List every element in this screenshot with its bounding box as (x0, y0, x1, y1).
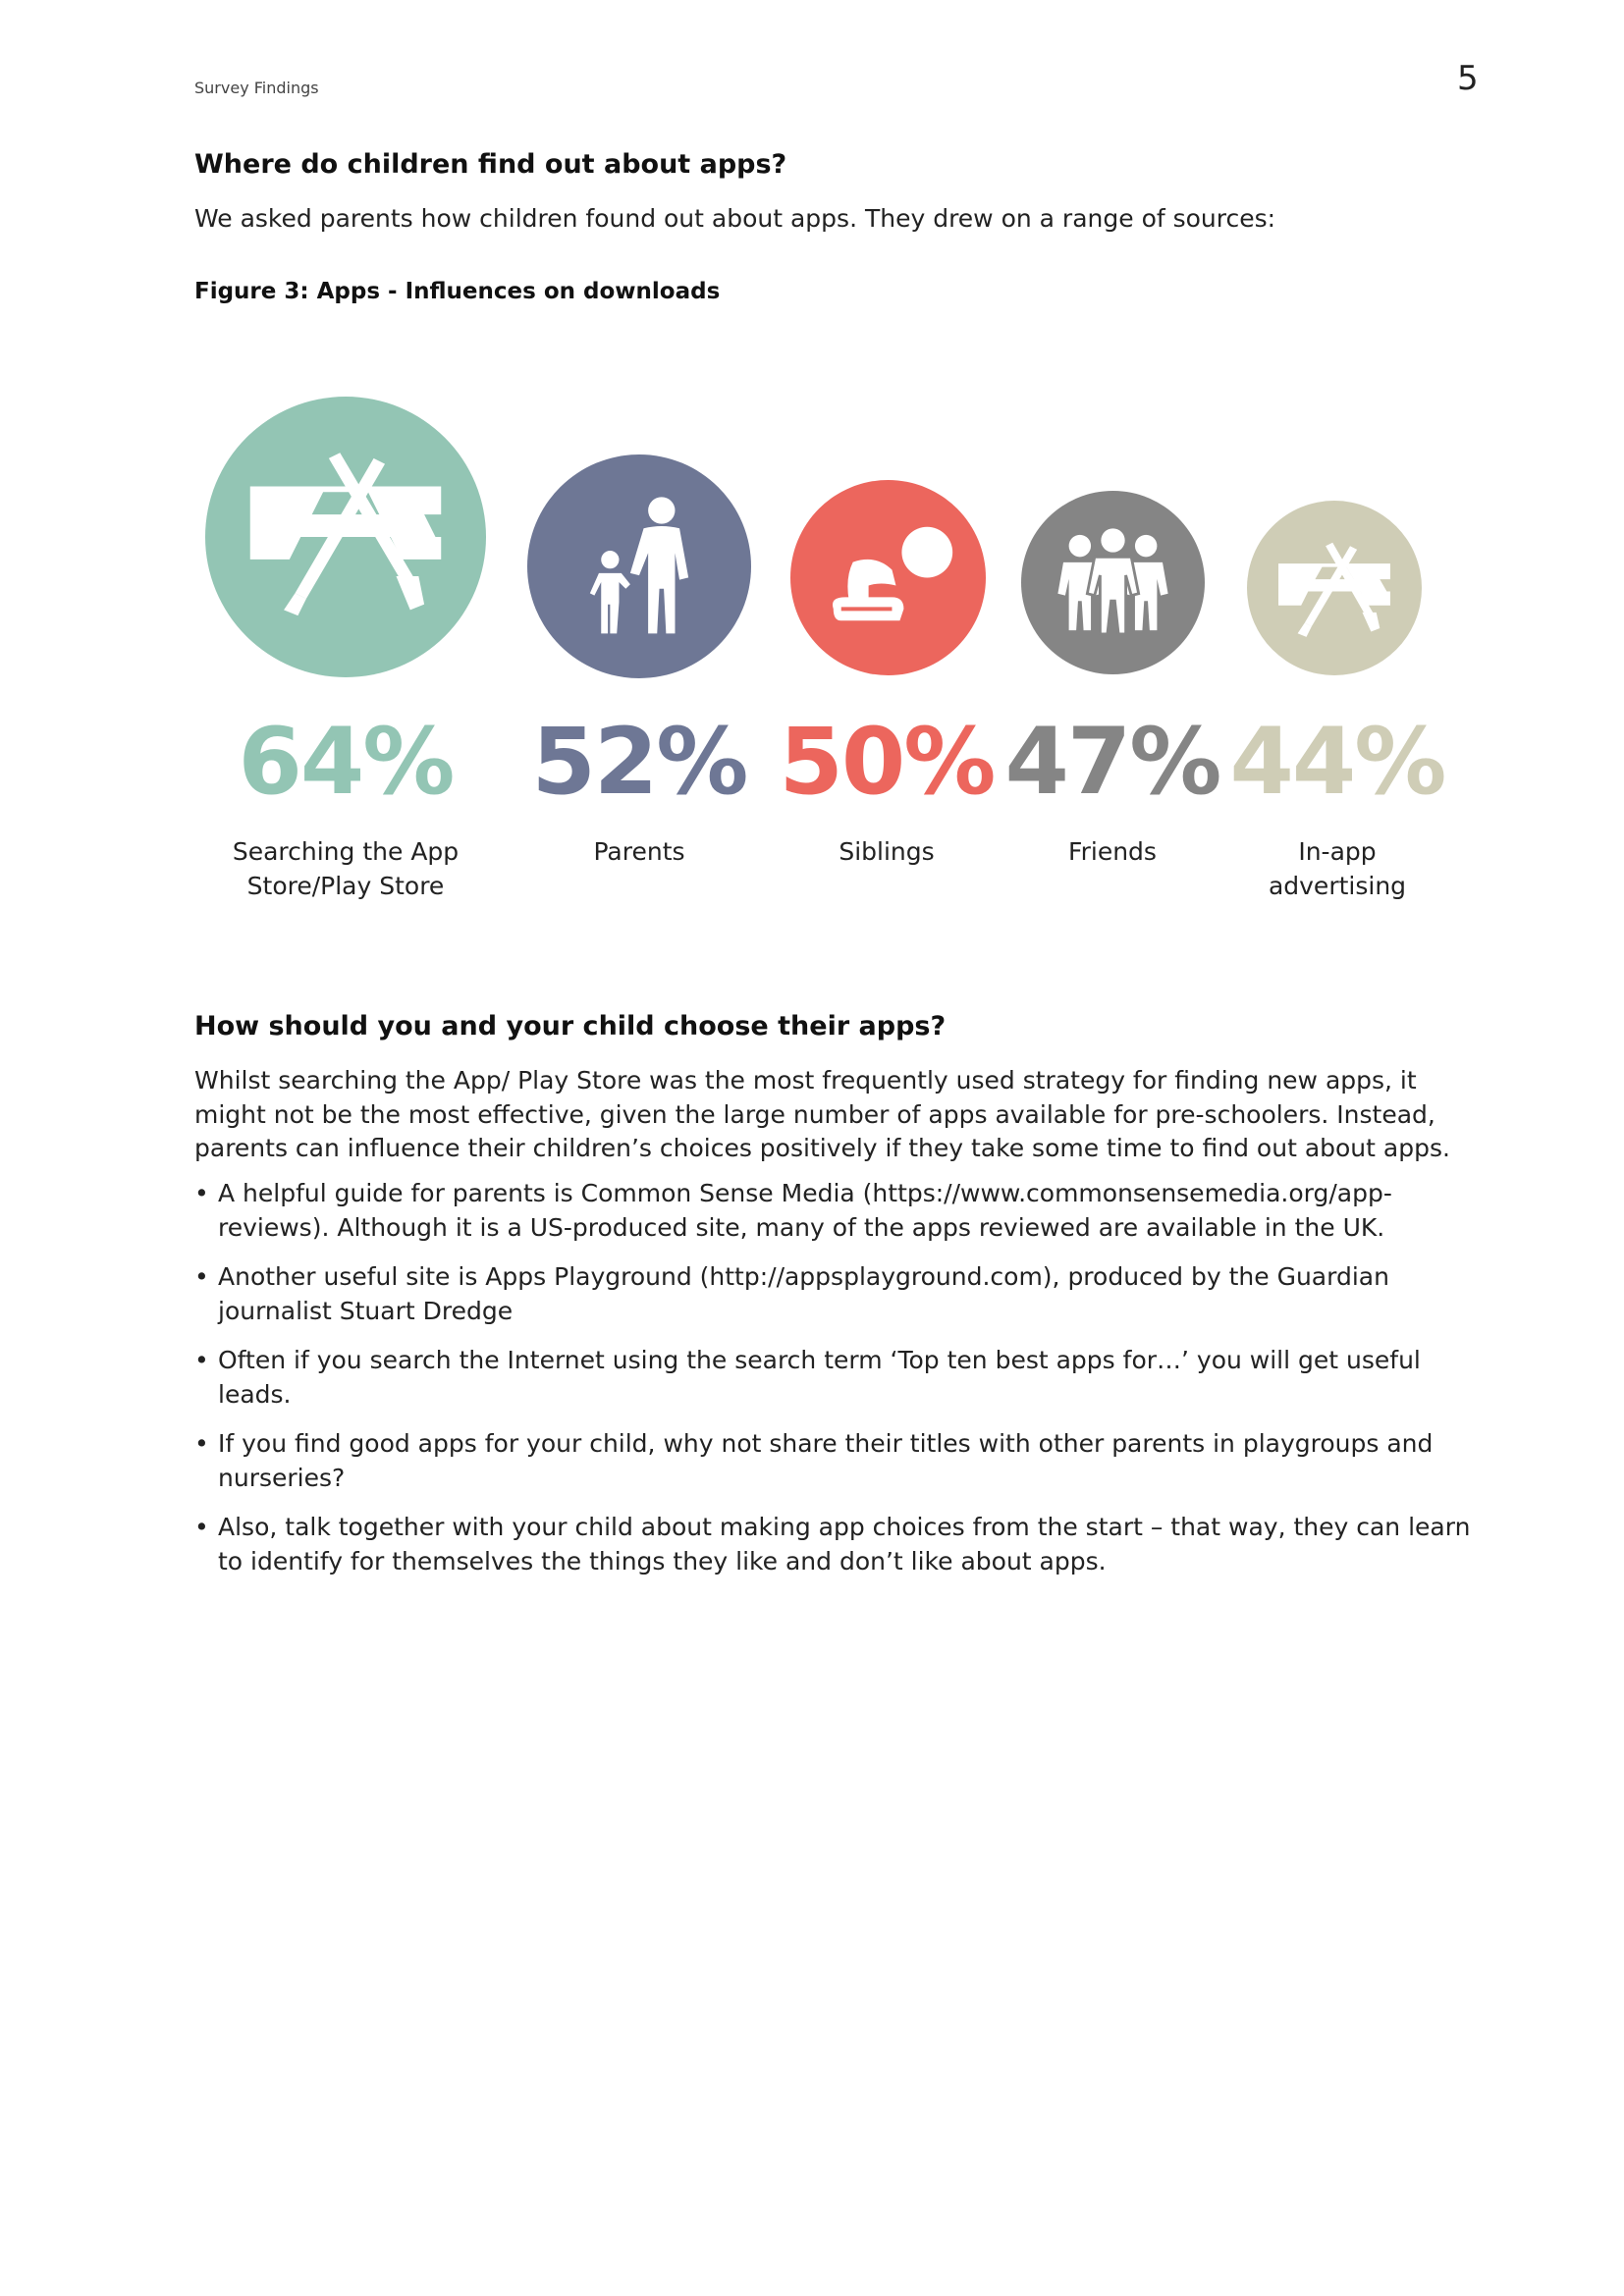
category-label: Friends (1068, 837, 1157, 866)
crawling-baby-icon (790, 480, 986, 675)
category-label: Siblings (839, 837, 935, 866)
percentage-label: 47% (1004, 709, 1220, 816)
section-heading-how: How should you and your child choose their apps? (194, 1011, 947, 1041)
chart-circle-app-store (205, 397, 486, 677)
section-heading-where: Where do children find out about apps? (194, 149, 787, 180)
percentage-label: 50% (779, 709, 995, 816)
chart-circle-parents (527, 454, 751, 678)
body-paragraph: Whilst searching the App/ Play Store was the most frequently used strategy for finding new apps, it might not be the most effective, given the large number of apps available for pre-schoolers. Instead, parents can influence their children’s choices positively if they take some time to find out about apps. (194, 1066, 1450, 1162)
list-item: • A helpful guide for parents is Common Sense Media (https://www.commonsensemedia.org/app-reviews). Although it is a US-produced site, many of the apps reviewed are available in the UK. (194, 1177, 1500, 1245)
chart-circle-friends (1021, 491, 1205, 674)
list-item: • Also, talk together with your child about making app choices from the start – that way, they can learn to identify for themselves the things they like and don’t like about apps. (194, 1511, 1500, 1578)
category-label: Parents (593, 837, 685, 866)
figure-caption: Figure 3: Apps - Influences on downloads (194, 279, 721, 304)
tips-list (194, 1177, 1500, 1594)
app-store-icon (1247, 501, 1422, 675)
chart-circle-in-app-advertising (1247, 501, 1422, 675)
parent-child-icon (527, 454, 751, 678)
chart-circle-siblings (790, 480, 986, 675)
percentage-label: 44% (1229, 709, 1445, 816)
percentage-label: 64% (238, 709, 454, 816)
percentage-label: 52% (531, 709, 747, 816)
list-item: • Often if you search the Internet using the search term ‘Top ten best apps for…’ you will get useful leads. (194, 1344, 1500, 1412)
friends-group-icon (1021, 491, 1205, 674)
running-head: Survey Findings (194, 79, 319, 97)
app-store-icon (205, 397, 486, 677)
list-item: • If you find good apps for your child, why not share their titles with other parents in playgroups and nurseries? (194, 1427, 1500, 1495)
intro-text: We asked parents how children found out about apps. They drew on a range of sources: (194, 204, 1276, 233)
category-label: In-app advertising (1268, 837, 1407, 900)
list-item: • Another useful site is Apps Playground (http://appsplayground.com), produced by the Guardian journalist Stuart Dredge (194, 1260, 1500, 1328)
page-number: 5 (1457, 59, 1479, 98)
category-label: Searching the App Store/Play Store (232, 837, 460, 900)
